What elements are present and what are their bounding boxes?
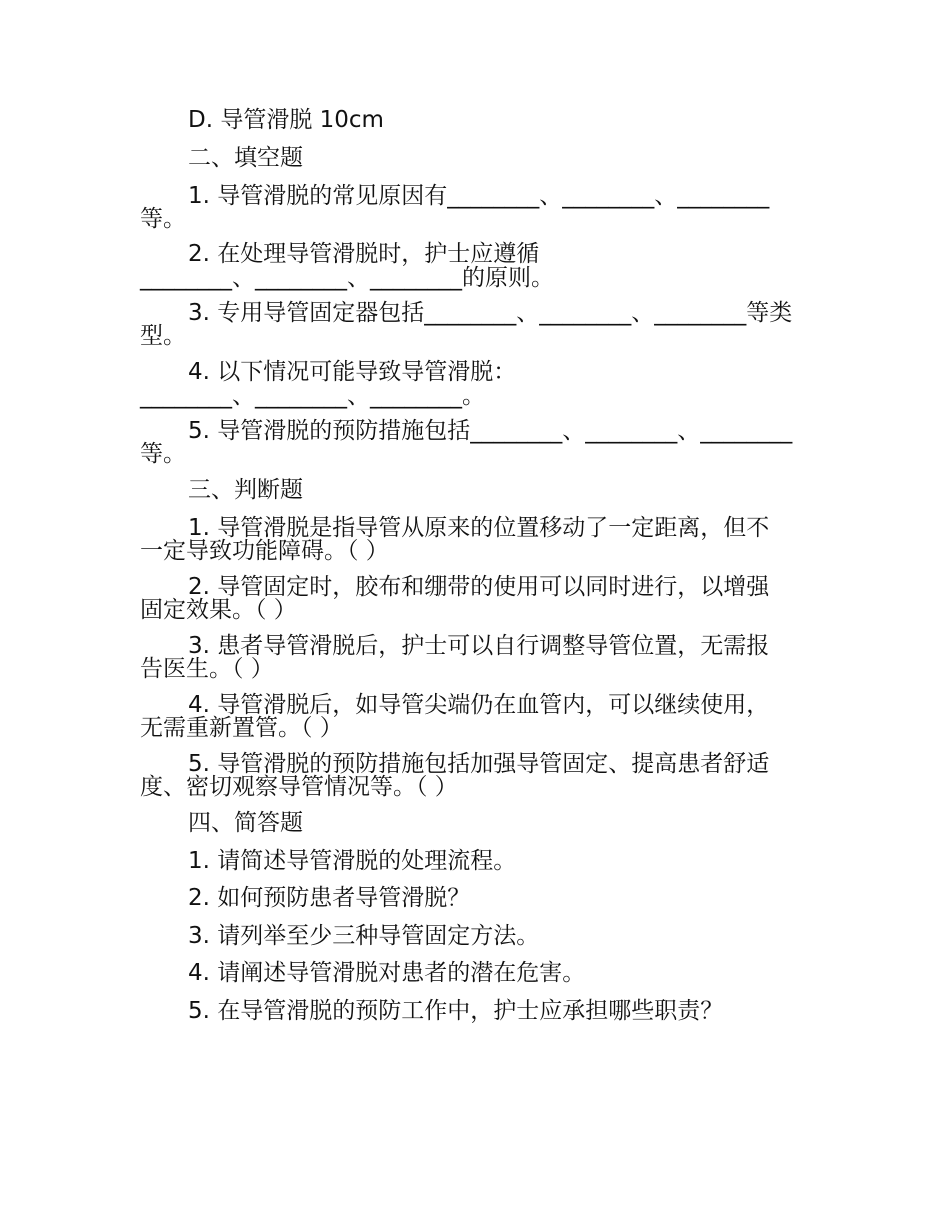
true-false-q1-line2: 一定导致功能障碍。（ ） bbox=[140, 538, 389, 564]
short-answer-q4: 4. 请阐述导管滑脱对患者的潜在危害。 bbox=[188, 960, 586, 986]
fill-blank-q2-line2: ________、________、________的原则。 bbox=[140, 265, 554, 291]
fill-blank-q1-line1: 1. 导管滑脱的常见原因有________、________、________ bbox=[188, 183, 770, 209]
fill-blank-q4-line1: 4. 以下情况可能导致导管滑脱： bbox=[188, 359, 517, 385]
true-false-q1-line1: 1. 导管滑脱是指导管从原来的位置移动了一定距离，但不 bbox=[188, 515, 770, 541]
option-d: D. 导管滑脱 10cm bbox=[188, 107, 384, 133]
true-false-q4-line1: 4. 导管滑脱后，如导管尖端仍在血管内，可以继续使用， bbox=[188, 692, 770, 718]
fill-blank-q2-line1: 2. 在处理导管滑脱时，护士应遵循 bbox=[188, 241, 540, 267]
true-false-q3-line1: 3. 患者导管滑脱后，护士可以自行调整导管位置，无需报 bbox=[188, 633, 770, 659]
short-answer-q1: 1. 请简述导管滑脱的处理流程。 bbox=[188, 848, 517, 874]
section-heading-fill-blank: 二、填空题 bbox=[188, 145, 303, 171]
short-answer-q3: 3. 请列举至少三种导管固定方法。 bbox=[188, 923, 540, 949]
short-answer-q2: 2. 如何预防患者导管滑脱？ bbox=[188, 885, 471, 911]
fill-blank-q3-line2: 型。 bbox=[140, 323, 186, 349]
section-heading-short-answer: 四、简答题 bbox=[188, 810, 303, 836]
fill-blank-q1-line2: 等。 bbox=[140, 206, 186, 232]
section-heading-true-false: 三、判断题 bbox=[188, 477, 303, 503]
true-false-q3-line2: 告医生。（ ） bbox=[140, 656, 274, 682]
short-answer-q5: 5. 在导管滑脱的预防工作中，护士应承担哪些职责？ bbox=[188, 998, 724, 1024]
true-false-q2-line2: 固定效果。（ ） bbox=[140, 597, 297, 623]
fill-blank-q5-line1: 5. 导管滑脱的预防措施包括________、________、________ bbox=[188, 418, 793, 444]
true-false-q4-line2: 无需重新置管。（ ） bbox=[140, 715, 343, 741]
fill-blank-q3-line1: 3. 专用导管固定器包括________、________、________等类 bbox=[188, 300, 793, 326]
true-false-q5-line1: 5. 导管滑脱的预防措施包括加强导管固定、提高患者舒适 bbox=[188, 751, 770, 777]
fill-blank-q4-line2: ________、________、________。 bbox=[140, 383, 485, 409]
true-false-q2-line1: 2. 导管固定时，胶布和绷带的使用可以同时进行，以增强 bbox=[188, 574, 770, 600]
true-false-q5-line2: 度、密切观察导管情况等。（ ） bbox=[140, 774, 458, 800]
fill-blank-q5-line2: 等。 bbox=[140, 441, 186, 467]
